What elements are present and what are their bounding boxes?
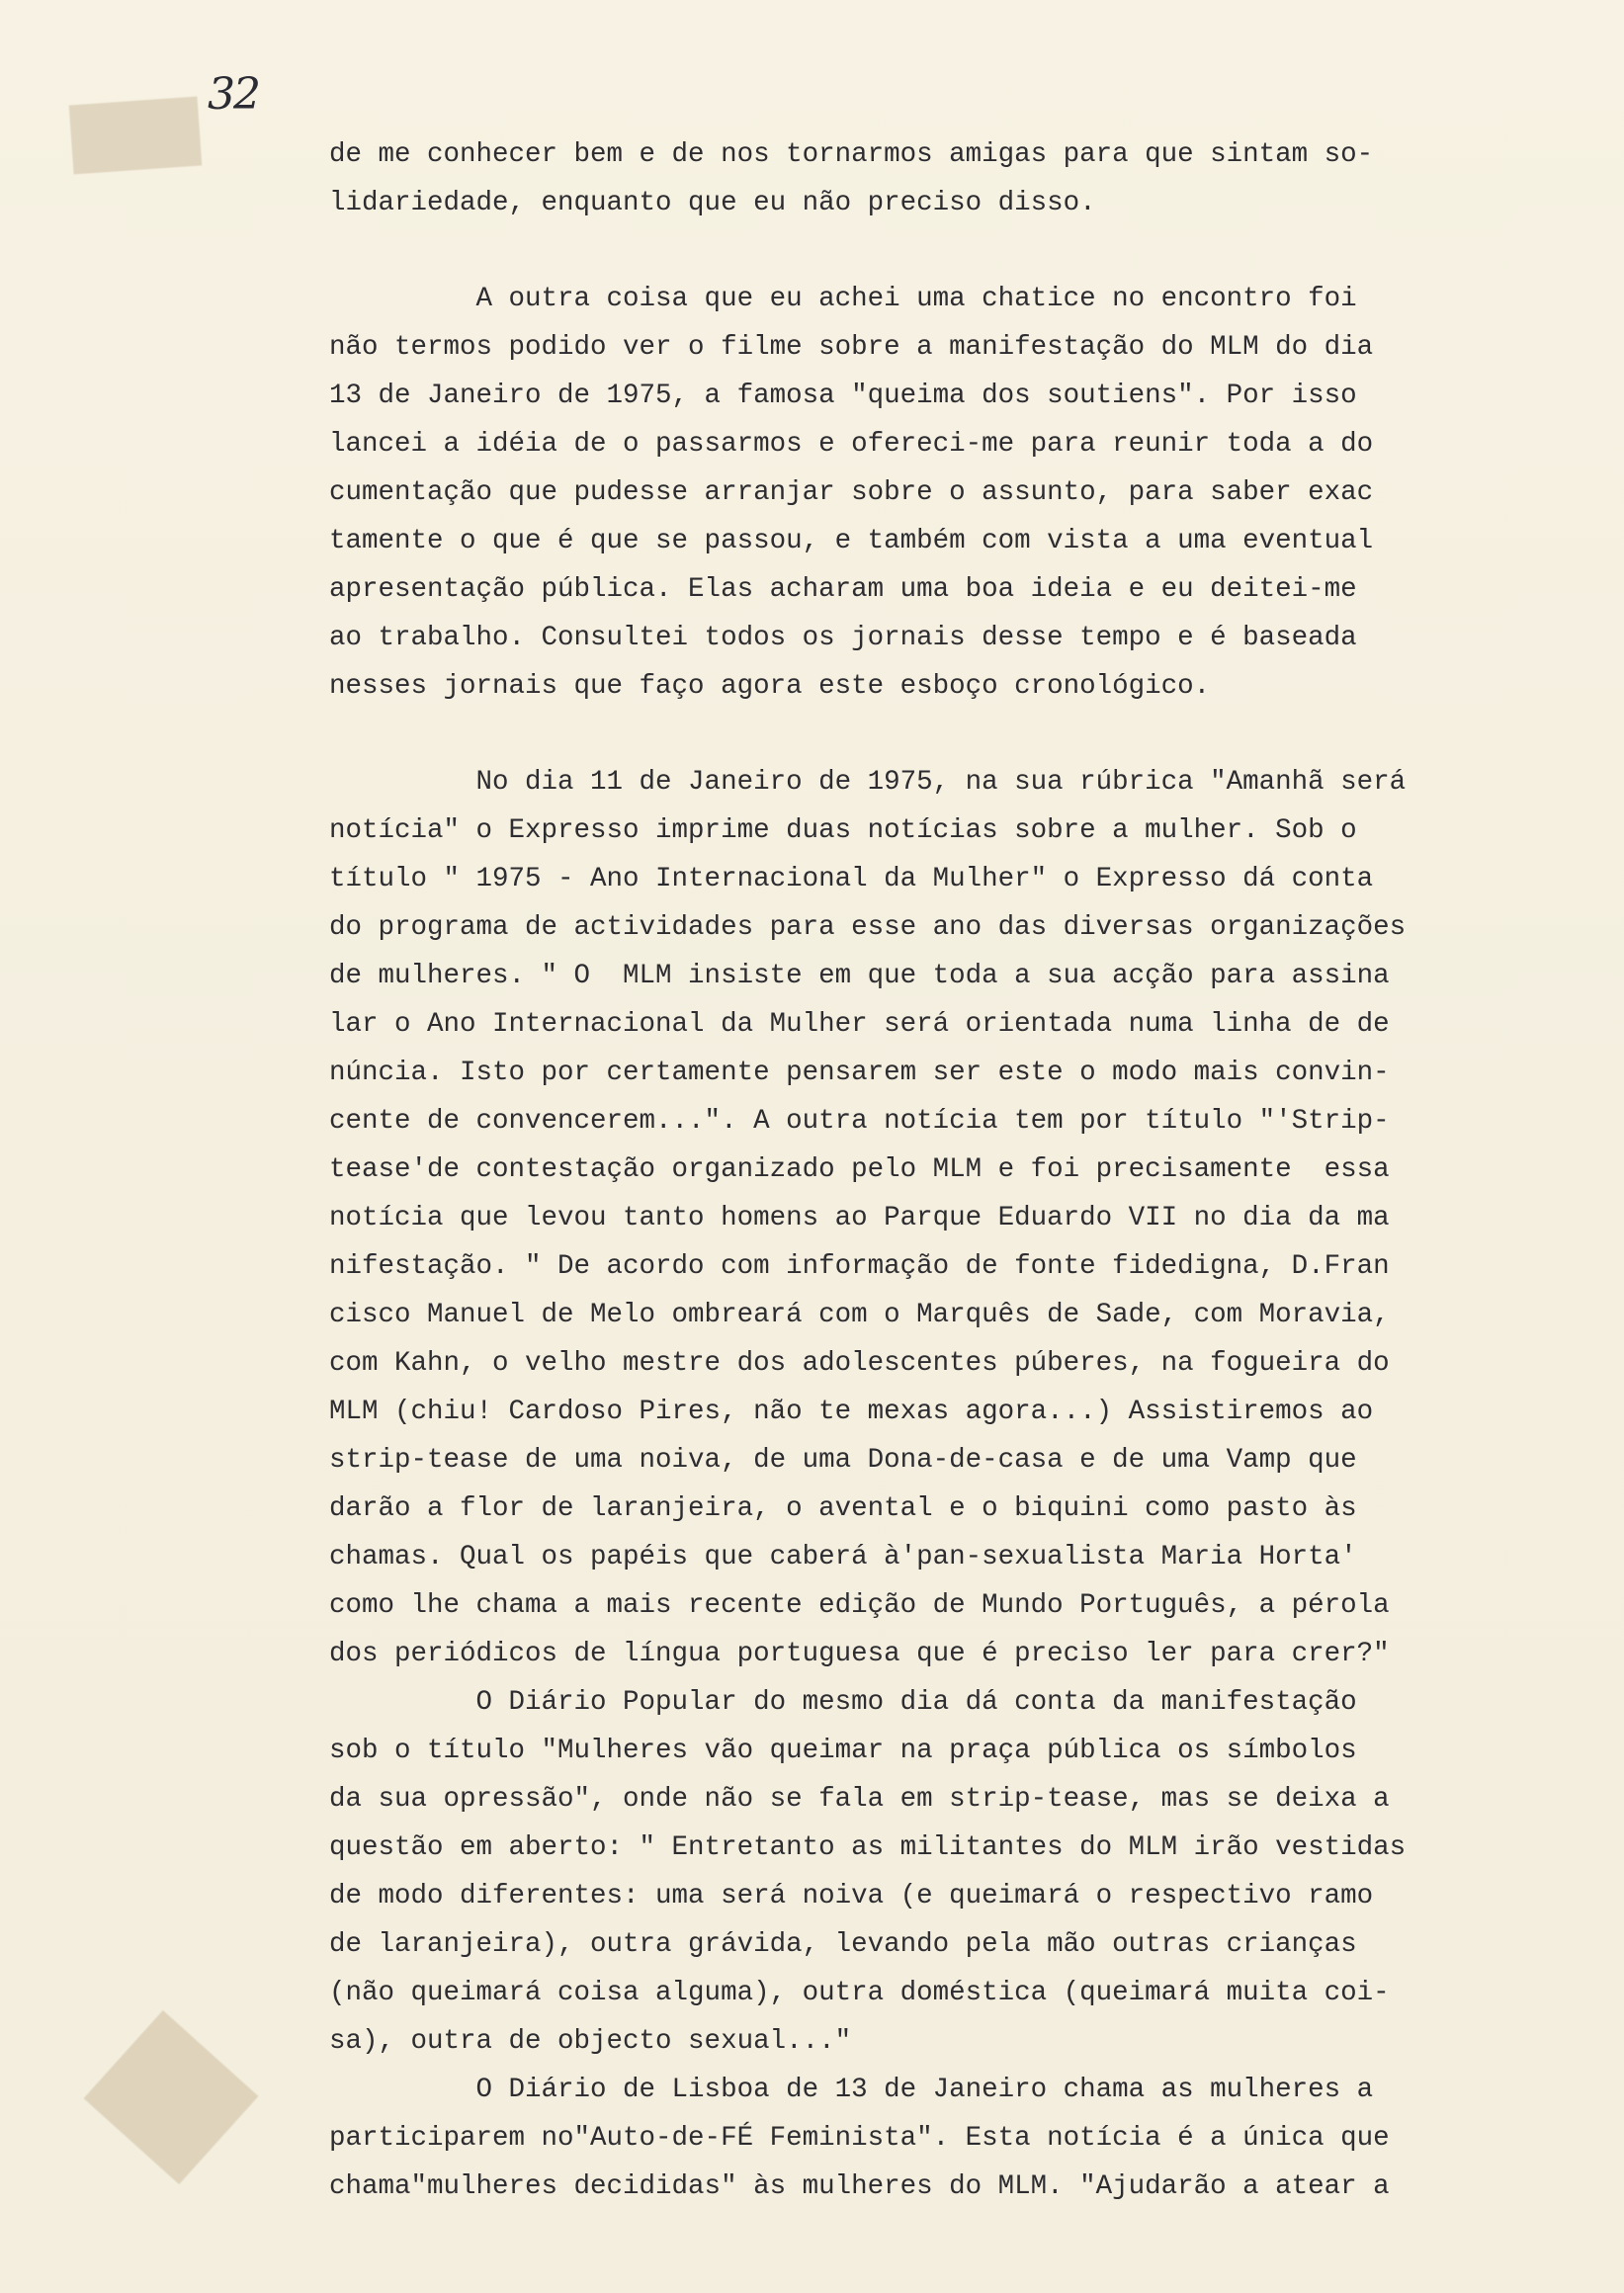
text-line: título " 1975 - Ano Internacional da Mulher" o Expresso dá conta: [329, 864, 1374, 894]
text-line: tamente o que é que se passou, e também com vista a uma eventual: [329, 526, 1374, 556]
text-line: nifestação. " De acordo com informação de fonte fidedigna, D.Fran: [329, 1251, 1390, 1282]
text-line: cumentação que pudesse arranjar sobre o assunto, para saber exac: [329, 477, 1374, 508]
text-line: tease'de contestação organizado pelo MLM e foi precisamente essa: [329, 1154, 1390, 1185]
text-line: sob o título "Mulheres vão queimar na praça pública os símbolos: [329, 1736, 1357, 1766]
text-line: darão a flor de laranjeira, o avental e o biquini como pasto às: [329, 1493, 1357, 1524]
paragraph-gap: [329, 711, 1496, 758]
text-line: cisco Manuel de Melo ombreará com o Marquês de Sade, com Moravia,: [329, 1300, 1390, 1330]
text-line: notícia que levou tanto homens ao Parque Eduardo VII no dia da ma: [329, 1203, 1390, 1233]
text-line: com Kahn, o velho mestre dos adolescentes púberes, na fogueira do: [329, 1348, 1390, 1379]
text-line: cente de convencerem...". A outra notícia tem por título "'Strip-: [329, 1106, 1390, 1137]
text-line: chama"mulheres decididas" às mulheres do MLM. "Ajudarão a atear a: [329, 2171, 1390, 2202]
text-line: 13 de Janeiro de 1975, a famosa "queima dos soutiens". Por isso: [329, 381, 1357, 411]
text-line: ao trabalho. Consultei todos os jornais desse tempo e é baseada: [329, 623, 1357, 653]
text-line: sa), outra de objecto sexual...": [329, 2026, 852, 2057]
text-line: de laranjeira), outra grávida, levando pela mão outras crianças: [329, 1929, 1357, 1960]
text-line: lar o Ano Internacional da Mulher será orientada numa linha de de: [329, 1009, 1390, 1040]
text-line: chamas. Qual os papéis que caberá à'pan-sexualista Maria Horta': [329, 1542, 1357, 1572]
text-line: No dia 11 de Janeiro de 1975, na sua rúbrica "Amanhã será: [329, 767, 1407, 798]
text-line: participarem no"Auto-de-FÉ Feminista". Esta notícia é a única que: [329, 2123, 1390, 2154]
text-line: do programa de actividades para esse ano das diversas organizações: [329, 912, 1407, 943]
text-line: como lhe chama a mais recente edição de Mundo Português, a pérola: [329, 1590, 1390, 1621]
text-line: de modo diferentes: uma será noiva (e queimará o respectivo ramo: [329, 1881, 1374, 1911]
text-line: apresentação pública. Elas acharam uma boa ideia e eu deitei-me: [329, 574, 1357, 605]
text-line: O Diário de Lisboa de 13 de Janeiro chama as mulheres a: [329, 2075, 1374, 2105]
text-line: notícia" o Expresso imprime duas notícias sobre a mulher. Sob o: [329, 815, 1357, 846]
text-line: lidariedade, enquanto que eu não preciso disso.: [329, 188, 1096, 218]
text-line: de me conhecer bem e de nos tornarmos amigas para que sintam so-: [329, 139, 1374, 170]
text-line: da sua opressão", onde não se fala em strip-tease, mas se deixa a: [329, 1784, 1390, 1815]
text-line: A outra coisa que eu achei uma chatice no encontro foi: [329, 284, 1357, 314]
page-number: 32: [208, 69, 259, 120]
text-line: núncia. Isto por certamente pensarem ser este o modo mais convin-: [329, 1058, 1390, 1088]
text-line: nesses jornais que faço agora este esboço cronológico.: [329, 671, 1211, 702]
adhesive-tape-mark: [84, 2010, 259, 2184]
text-line: O Diário Popular do mesmo dia dá conta da manifestação: [329, 1687, 1357, 1718]
text-line: questão em aberto: " Entretanto as militantes do MLM irão vestidas: [329, 1832, 1407, 1863]
text-line: MLM (chiu! Cardoso Pires, não te mexas agora...) Assistiremos ao: [329, 1397, 1374, 1427]
text-line: de mulheres. " O MLM insiste em que toda a sua acção para assina: [329, 961, 1390, 991]
text-line: não termos podido ver o filme sobre a manifestação do MLM do dia: [329, 332, 1374, 363]
adhesive-tape-mark: [69, 97, 203, 175]
text-line: lancei a idéia de o passarmos e ofereci-me para reunir toda a do: [329, 429, 1374, 460]
text-line: dos periódicos de língua portuguesa que é preciso ler para crer?": [329, 1639, 1390, 1669]
text-line: strip-tease de uma noiva, de uma Dona-de-casa e de uma Vamp que: [329, 1445, 1357, 1476]
paragraph-gap: [329, 227, 1496, 275]
text-line: (não queimará coisa alguma), outra doméstica (queimará muita coi-: [329, 1978, 1390, 2008]
typed-text-body: [329, 130, 1496, 2211]
